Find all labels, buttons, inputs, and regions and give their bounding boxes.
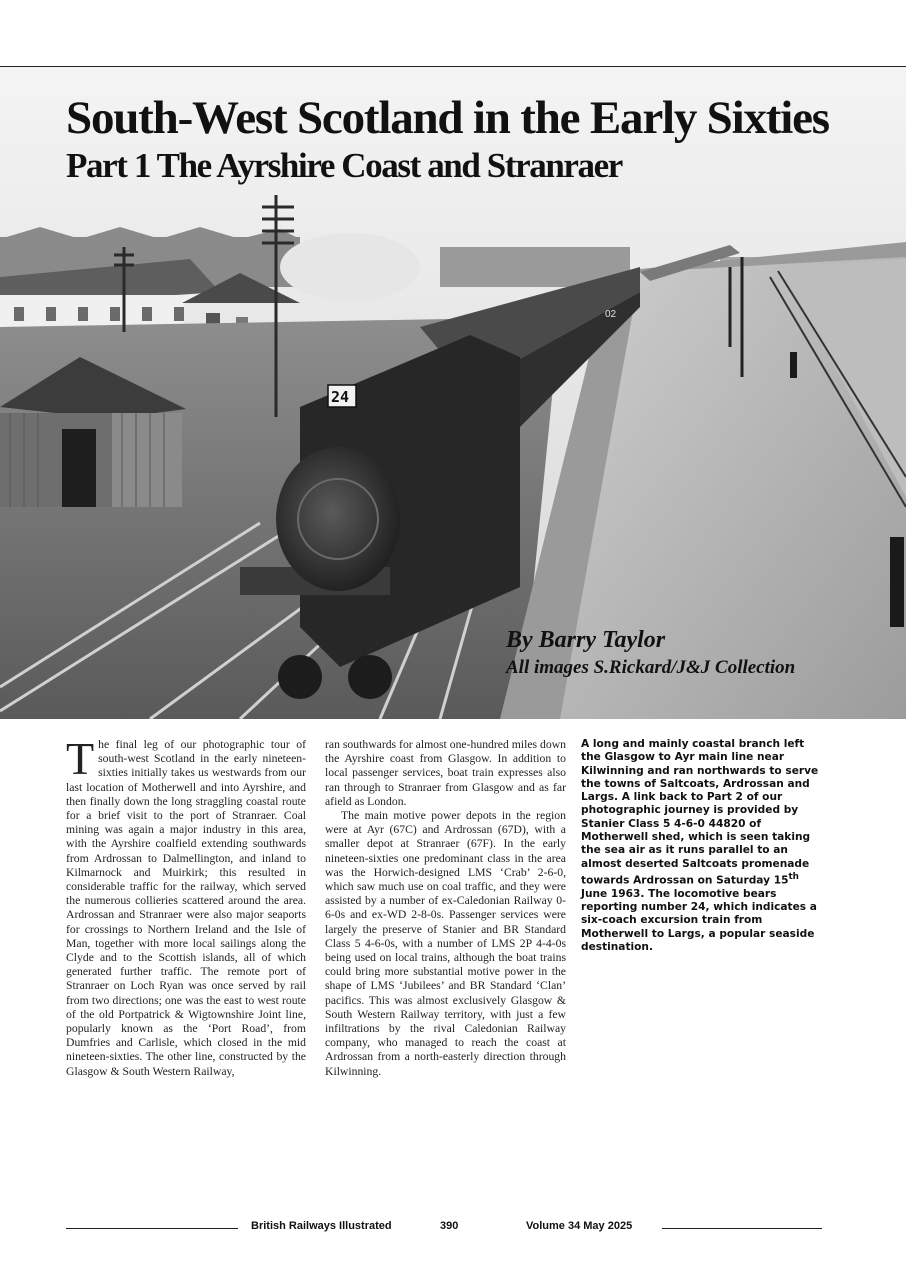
- page-number: 390: [440, 1220, 459, 1232]
- article-column-2: [325, 738, 566, 1079]
- caption-text-end: June 1963. The locomotive bears reporting number 24, which indicates a six-coach excursion train from Motherwell to Largs, a popular seaside destination.: [581, 887, 817, 953]
- article-title: South-West Scotland in the Early Sixties: [66, 92, 829, 144]
- caption-text: A long and mainly coastal branch left the Glasgow to Ayr main line near Kilwinning and ran northwards to serve the towns of Saltcoats, Ardrossan and Largs. A link back to Part 2 of our photographic journey is provided by Stanier Class 5 4-6-0 44820 of Motherwell shed, which is seen taking the sea air as it runs parallel to an almost deserted Saltcoats promenade towards Ardrossan on Saturday 15: [581, 738, 819, 887]
- footer-rule-left: [66, 1228, 238, 1229]
- caption-superscript: th: [788, 871, 799, 882]
- article-paragraph: [66, 733, 306, 1079]
- article-paragraph: The main motive power depots in the region were at Ayr (67C) and Ardrossan (67D), with a smaller depot at Stranraer (67F). In the early nineteen-sixties one predominant class in the area was the Horwich-designed LMS ‘Crab’ 2-6-0, which saw much use on coal traffic, and they were assisted by a number of ex-Caledonian Railway 0-6-0s and ex-WD 2-8-0s. Passenger services were largely the preserve of Stanier and BR Standard Class 5 4-6-0s, with a number of LMS 2P 4-4-0s being used on local trains, although the boat trains could bring more substantial motive power in the shape of LMS ‘Jubilees’ and BR Standard ‘Clan’ pacifics. This was almost exclusively Glasgow & South Western Railway territory, with just a few infiltrations by the rival Caledonian Railway company, who managed to reach the coast at Ardrossan from a north-easterly direction through Kilwinning.: [325, 809, 566, 1078]
- issue-info: Volume 34 May 2025: [526, 1220, 633, 1232]
- page-footer: [66, 1220, 822, 1238]
- article-paragraph: ran southwards for almost one-hundred miles down the Ayrshire coast from Glasgow. In addition to local passenger services, boat train expresses also ran through to Stranraer from Glasgow and as far afield as London.: [325, 738, 566, 808]
- article-column-1: [66, 733, 306, 1079]
- coach-number: 02: [605, 309, 617, 320]
- reporting-number: 24: [331, 388, 350, 406]
- author: By Barry Taylor: [506, 627, 666, 653]
- article-subtitle: Part 1 The Ayrshire Coast and Stranraer: [66, 146, 622, 185]
- footer-rule-right: [662, 1228, 822, 1229]
- column-1-text: he final leg of our photographic tour of south-west Scotland in the early nineteen-sixties initially takes us westwards from our last location of Motherwell and into Ayrshire, and then finally down the long straggling coastal route for a brief visit to the port of Stranraer. Coal mining was again a major industry in this area, with the Ayrshire coalfield extending southwards from Ardrossan to Dalmellington, and inland to Kilmarnock and Muirkirk; this resulted in considerable traffic for the railway, which served the numerous collieries scattered around the area. Ardrossan and Stranraer were also major seaports for crossings to Northern Ireland and the Isle of Man, together with more local sailings along the Clyde and to the Scottish islands, all of which generated further traffic. The remote port of Stranraer on Loch Ryan was once served by rail from two directions; one was the east to west route of the old Portpatrick & Wigtownshire Joint line, popularly known as the ‘Port Road’, from Dumfries and Carlisle, which closed in the mid nineteen-sixties. The other line, constructed by the Glasgow & South Western Railway,: [66, 738, 306, 1078]
- title-block: [66, 92, 866, 186]
- steam-smoke: [280, 233, 420, 301]
- publication-name: British Railways Illustrated: [251, 1220, 392, 1232]
- byline: [506, 626, 896, 682]
- dropcap: T: [66, 733, 95, 784]
- photo-caption: [581, 738, 826, 954]
- image-credit: All images S.Rickard/J&J Collection: [506, 657, 796, 678]
